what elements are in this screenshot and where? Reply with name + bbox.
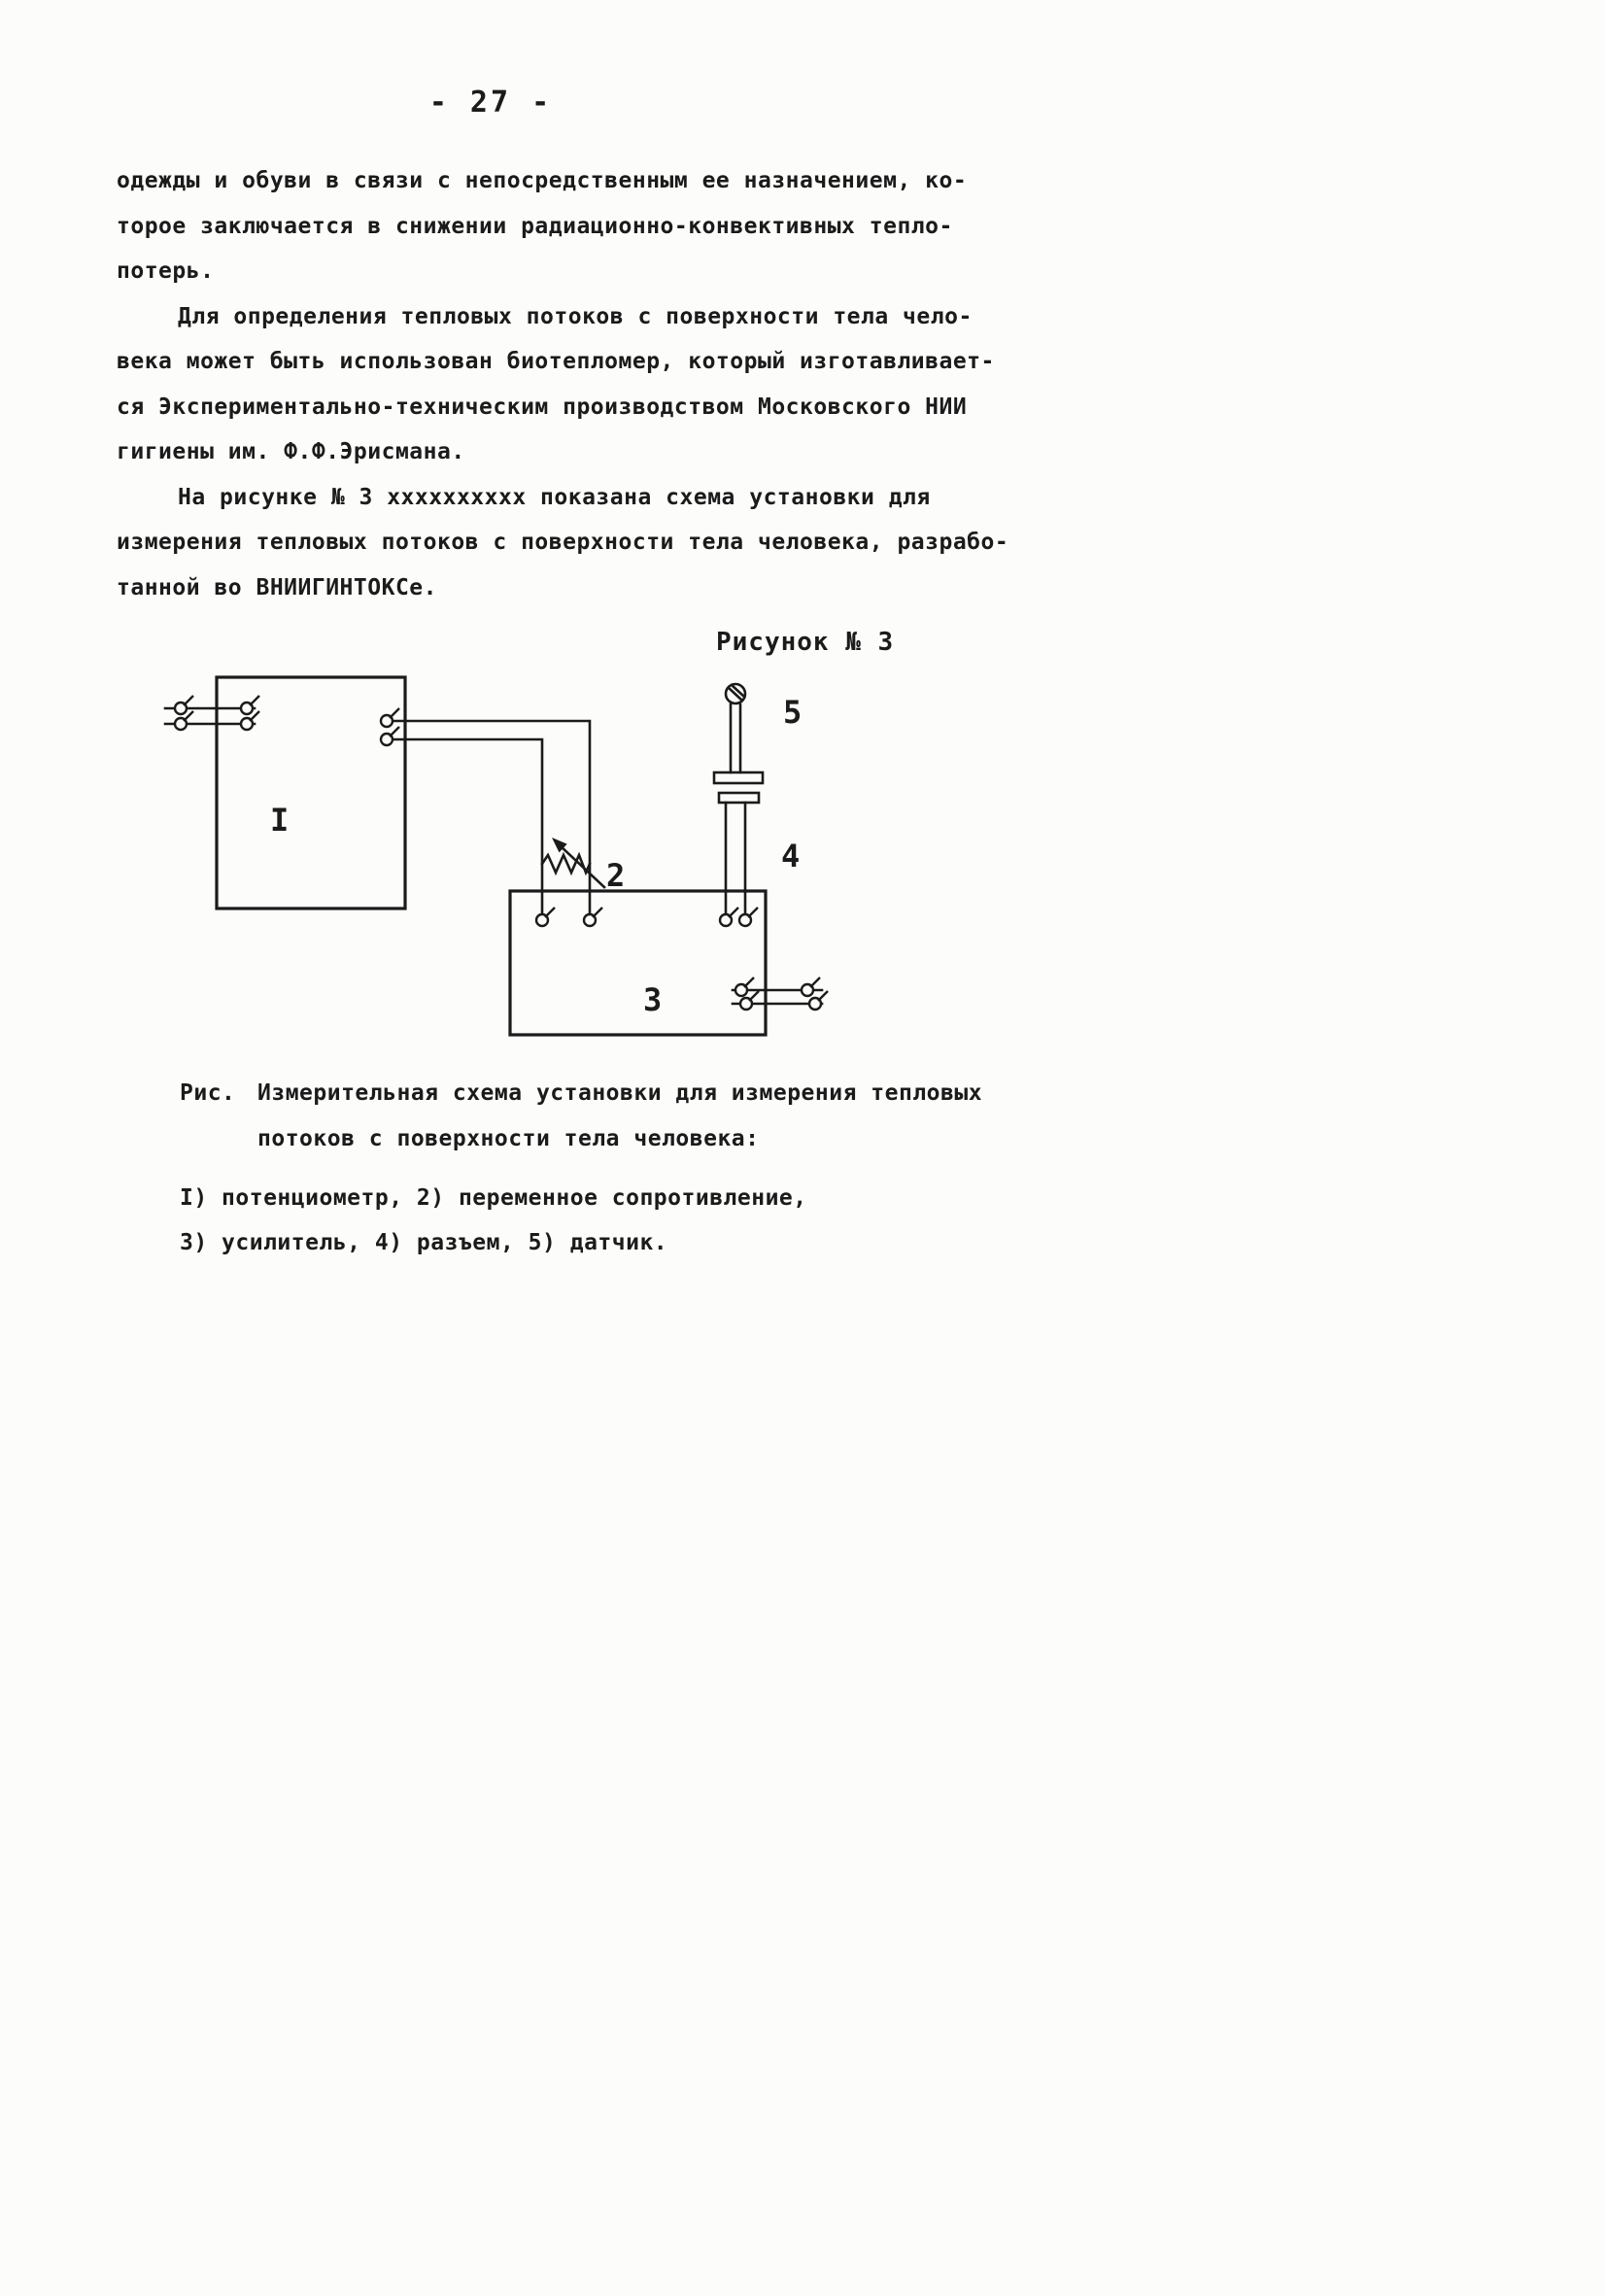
figure-legend-line2: 3) усилитель, 4) разъем, 5) датчик. <box>180 1230 668 1255</box>
label-resistor: 2 <box>606 857 626 894</box>
text-line: ся Экспериментально-техническим производством Московского НИИ <box>117 394 968 420</box>
label-sensor: 5 <box>783 694 803 731</box>
text-line: гигиены им. Ф.Ф.Эрисмана. <box>117 439 465 464</box>
connector <box>714 704 763 914</box>
figure-caption-line1: Измерительная схема установки для измерения тепловых <box>257 1080 983 1106</box>
label-potentiometer: I <box>270 802 290 839</box>
body-text <box>117 158 1088 610</box>
text-line: одежды и обуви в связи с непосредственным ее назначением, ко- <box>117 168 968 193</box>
signal-wires <box>394 721 590 914</box>
figure-caption-prefix: Рис. <box>180 1080 236 1106</box>
figure-caption-line2: потоков с поверхности тела человека: <box>257 1126 760 1151</box>
figure-number-label: Рисунок № 3 <box>716 628 895 657</box>
text-line: На рисунке № 3 хххххххххх показана схема установки для <box>178 484 931 510</box>
label-amplifier: 3 <box>643 981 663 1018</box>
text-line: танной во ВНИИГИНТОКСе. <box>117 574 437 600</box>
figure-legend-line1: I) потенциометр, 2) переменное сопротивление, <box>180 1185 807 1211</box>
text-line: измерения тепловых потоков с поверхности тела человека, разрабо- <box>117 530 1009 555</box>
variable-resistor <box>542 845 604 887</box>
text-line: Для определения тепловых потоков с поверхности тела чело- <box>178 303 973 329</box>
sensor <box>726 684 745 703</box>
label-connector: 4 <box>781 838 801 874</box>
text-line: потерь. <box>117 258 215 284</box>
text-line: торое заключается в снижении радиационно-конвективных тепло- <box>117 213 953 239</box>
figure-3-diagram <box>0 622 1606 1069</box>
page-number: - 27 - <box>428 86 553 120</box>
text-line: века может быть использован биотепломер, который изготавливает- <box>117 349 995 374</box>
